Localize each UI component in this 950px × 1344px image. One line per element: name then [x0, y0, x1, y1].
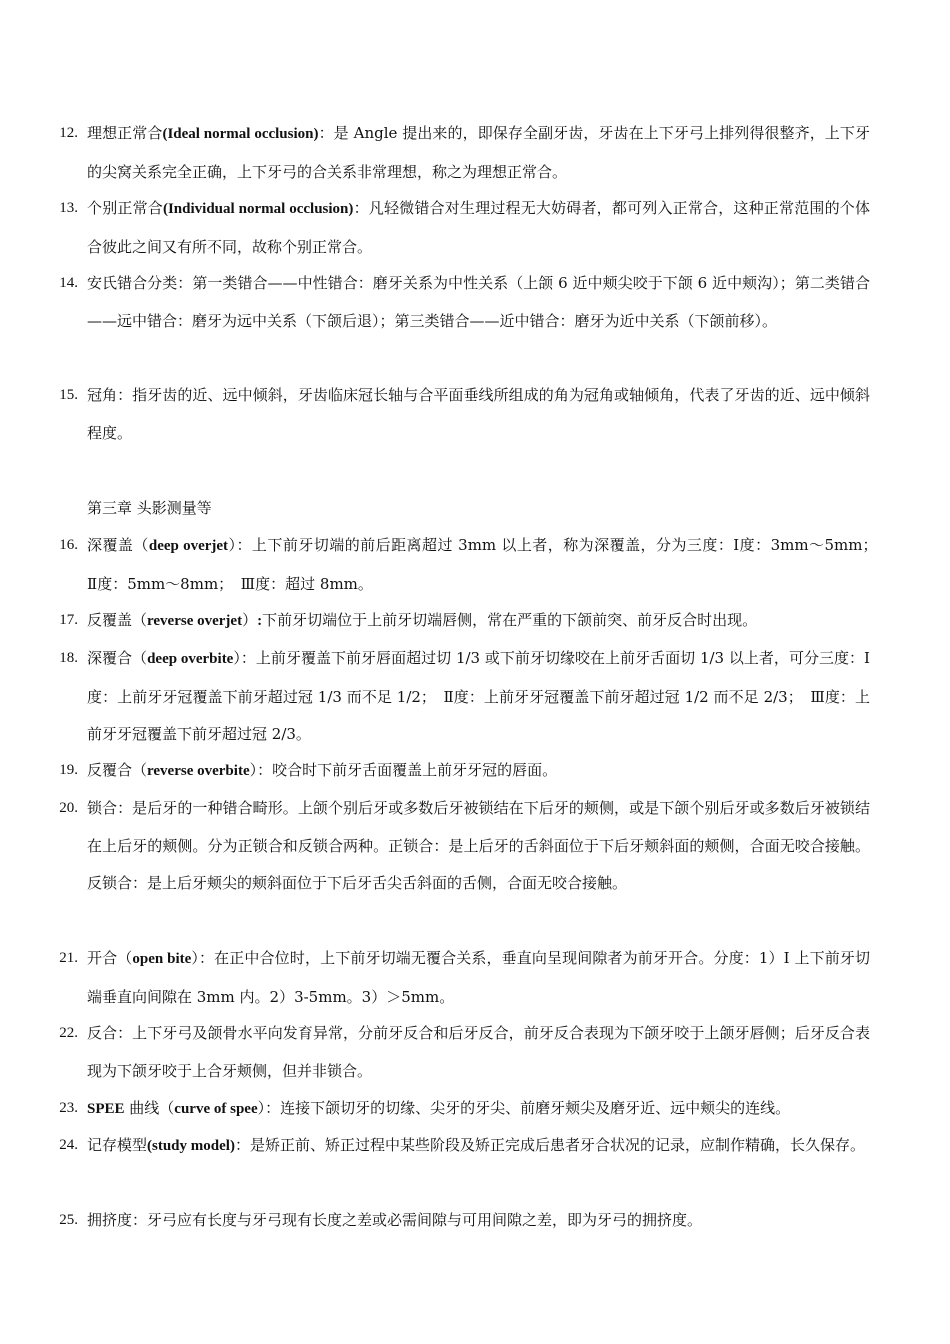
text-run: 深覆盖（ [87, 536, 149, 554]
term-english: open bite [132, 951, 192, 967]
item-number: 13. [59, 200, 78, 216]
chapter-heading: 第三章 头影测量等 [87, 499, 212, 517]
list-item [50, 1090, 870, 1129]
item-text [87, 1090, 870, 1129]
item-text [87, 790, 870, 903]
item-text [87, 190, 870, 266]
text-run: ：是矫正前、矫正过程中某些阶段及矫正完成后患者牙合状况的记录，应制作精确，长久保存。 [234, 1136, 865, 1154]
item-text [87, 752, 870, 791]
item-number: 22. [59, 1025, 78, 1041]
list-item [50, 602, 870, 641]
term-english: deep overbite [147, 651, 234, 667]
list-item [50, 265, 870, 340]
term-english: deep overjet [148, 538, 229, 554]
term-english: curve of spee [174, 1101, 258, 1117]
text-run: 深覆合（ [87, 649, 148, 667]
item-number: 21. [59, 950, 78, 966]
text-run: 锁合：是后牙的一种错合畸形。上颌个别后牙或多数后牙被锁结在下后牙的颊侧，或是下颌个别后牙或多数后牙被锁结在上后牙的颊侧。分为正锁合和反锁合两种。正锁合：是上后牙的舌斜面位于下后牙颊斜面的颊侧，合面无咬合接触。反锁合：是上后牙颊尖的颊斜面位于下后牙舌尖舌斜面的舌侧，合面无咬合接触。 [87, 799, 870, 892]
list-item [50, 640, 870, 754]
item-text [87, 527, 886, 603]
list-item [50, 527, 886, 603]
list-item [50, 1015, 870, 1090]
term-english: SPEE [87, 1101, 125, 1117]
text-run: 个别正常合 [87, 199, 163, 217]
text-run: ）：咬合时下前牙舌面覆盖上前牙牙冠的唇面。 [249, 761, 558, 779]
text-run: ）：上下前牙切端的前后距离超过 3mm 以上者，称为深覆盖，分为三度：Ⅰ度：3mm～5mm； Ⅱ度：5mm～8mm； Ⅲ度：超过 8mm。 [87, 536, 886, 593]
text-run: 拥挤度：牙弓应有长度与牙弓现有长度之差或必需间隙与可用间隙之差，即为牙弓的拥挤度。 [87, 1211, 703, 1229]
list-item [50, 190, 870, 266]
item-text [87, 640, 870, 754]
item-number: 20. [59, 800, 78, 816]
list-item [50, 115, 870, 191]
term-english: (Individual normal occlusion) [162, 201, 354, 217]
text-run: 反合：上下牙弓及颌骨水平向发育异常，分前牙反合和后牙反合，前牙反合表现为下颌牙咬于上颌牙唇侧；后牙反合表现为下颌牙咬于上合牙颊侧，但并非锁合。 [87, 1024, 870, 1080]
text-run: 安氏错合分类：第一类错合——中性错合：磨牙关系为中性关系（上颌 6 近中颊尖咬于下颌 6 近中颊沟）；第二类错合——远中错合：磨牙为远中关系（下颌后退）；第三类错合——近中错合：磨牙为近中关系（下颌前移）。 [87, 274, 870, 330]
text-run: 冠角：指牙齿的近、远中倾斜，牙齿临床冠长轴与合平面垂线所组成的角为冠角或轴倾角，代表了牙齿的近、远中倾斜程度。 [87, 386, 870, 442]
item-number: 19. [59, 762, 78, 778]
text-run: ：是 Angle 提出来的，即保存全副牙齿，牙齿在上下牙弓上排列得很整齐，上下牙的尖窝关系完全正确，上下牙弓的合关系非常理想，称之为理想正常合。 [87, 124, 870, 181]
term-english: (study model) [147, 1138, 235, 1154]
term-english: (Ideal normal occlusion) [162, 126, 319, 142]
text-run: 曲线（ [124, 1099, 175, 1117]
text-run: 理想正常合 [87, 124, 163, 142]
term-english: : [257, 613, 263, 629]
item-number: 15. [59, 387, 78, 403]
text-run: 反覆合（ [87, 761, 148, 779]
list-item [50, 752, 870, 791]
list-item [50, 1202, 870, 1240]
item-text [87, 602, 870, 641]
item-number: 23. [59, 1100, 78, 1116]
item-text [87, 265, 870, 340]
text-run: 记存模型 [87, 1136, 148, 1154]
item-number: 18. [59, 650, 78, 666]
item-number: 12. [59, 125, 78, 141]
item-number: 16. [59, 537, 78, 553]
item-number: 14. [59, 275, 78, 291]
text-run: ：凡轻微错合对生理过程无大妨碍者，都可列入正常合，这种正常范围的个体合彼此之间又有所不同，故称个别正常合。 [87, 199, 870, 256]
item-number: 24. [59, 1137, 78, 1153]
list-item [50, 377, 870, 452]
text-run: 下前牙切端位于上前牙切端唇侧，常在严重的下颌前突、前牙反合时出现。 [262, 611, 758, 629]
item-text [87, 1127, 870, 1166]
text-run: ） [242, 611, 258, 629]
item-number: 17. [59, 612, 78, 628]
list-item [50, 940, 870, 1016]
list-item [50, 1127, 870, 1166]
text-run: 开合（ [87, 949, 133, 967]
item-text [87, 377, 870, 452]
item-text [87, 1015, 870, 1090]
item-text [87, 115, 870, 191]
text-run: ）：上前牙覆盖下前牙唇面超过切 1/3 或下前牙切缘咬在上前牙舌面切 1/3 以上者，可分三度：Ⅰ度：上前牙牙冠覆盖下前牙超过冠 1/3 而不足 1/2； Ⅱ度：上前牙牙冠覆盖下前牙超过冠 1/2 而不足 2/3； Ⅲ度：上前牙牙冠覆盖下前牙超过冠 2/3。 [87, 649, 870, 743]
term-english: reverse overbite [147, 763, 250, 779]
item-number: 25. [59, 1212, 78, 1228]
item-text [87, 940, 870, 1016]
text-run: ）：在正中合位时，上下前牙切端无覆合关系，垂直向呈现间隙者为前牙开合。分度：1）I 上下前牙切端垂直向间隙在 3mm 内。2）3-5mm。3）＞5mm。 [87, 949, 870, 1006]
text-run: ）：连接下颌切牙的切缘、尖牙的牙尖、前磨牙颊尖及磨牙近、远中颊尖的连线。 [257, 1099, 791, 1117]
list-item [50, 790, 870, 903]
term-english: reverse overjet [147, 613, 243, 629]
item-text [87, 1202, 870, 1240]
text-run: 反覆盖（ [87, 611, 148, 629]
